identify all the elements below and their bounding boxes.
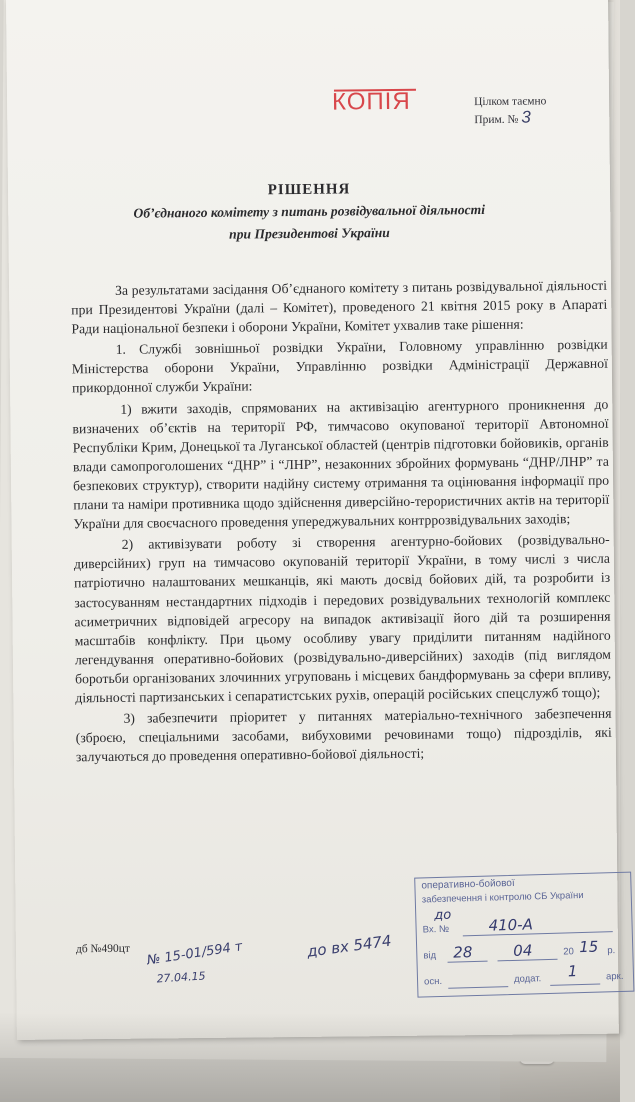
document-page — [6, 0, 624, 1040]
subitem-2: 2) активізувати роботу зі створення агентурно-бойових (розвідувально-диверсійних) груп на тимчасово окупованій території України, в тому числі з числа патріотично налаштованих мешканців, які мають досвід бойових дій, та розробити із застосуванням нестандартних підходів і передових розвідувальних технологій комплекс асиметричних відповідей агресору на випадок активізації його дій та розширення масштабів конфлікту. При цьому особливу увагу приділити питанням надійного легендування оперативно-бойових (розвідувально-диверсійних) заходів (під виглядом боротьби організованих злочинних угруповань і місцевих бандформувань за сфери впливу, діяльності партизанських і сепаратистських рухів, операцій російських спецслужб тощо); — [73, 531, 612, 706]
stamp-dodat-value: 1 — [567, 962, 578, 981]
committee-name: Об’єднаного комітету з питань розвідувальної діяльності — [133, 201, 486, 221]
stamp-vkh-row — [422, 924, 449, 936]
document-title: РІШЕННЯ — [267, 181, 351, 199]
stamp-year-suffix: р. — [607, 945, 616, 957]
stamp-underline-icon — [332, 88, 420, 99]
stamp-ark-label: арк. — [605, 970, 624, 983]
stamp-hand-do: до — [434, 907, 452, 924]
stamp-dodat-label: додат. — [513, 973, 542, 985]
copy-number: 3 — [521, 107, 531, 127]
stamp-osn-row — [424, 976, 442, 987]
handwritten-reg-number: № 15-01/594 т — [145, 939, 244, 969]
stamp-line-1: оперативно-бойової — [421, 877, 515, 892]
stamp-dodat-line — [550, 984, 600, 986]
document-ref: дб №490цт — [75, 942, 130, 956]
stamp-osn-label: осн. — [423, 975, 443, 988]
stamp-year: 15 — [578, 937, 599, 957]
copy-stamp — [332, 88, 420, 117]
classification-label: Цілком таємно — [474, 95, 547, 109]
stamp-year-prefix: 20 — [563, 946, 575, 958]
stamp-osn-line — [448, 986, 508, 989]
handwritten-date: 27.04.15 — [156, 969, 206, 986]
copy-number-label: Прим. № — [474, 113, 519, 127]
subitem-3: 3) забезпечити пріоритет у питаннях матеріально-технічного забезпечення (зброєю, спеціальними засобами, вибуховими речовинами тощо) підрозділів, які залучаються до проведення оперативно-бойової діяльності; — [75, 705, 612, 765]
committee-subtitle: при Президентові України — [229, 224, 390, 242]
stamp-month: 04 — [513, 941, 533, 960]
stamp-vkh-line — [463, 931, 613, 936]
copy-stamp-text: КОПІЯ — [331, 87, 411, 116]
classification-block — [474, 94, 547, 128]
stamp-date-row — [423, 950, 436, 961]
subitem-1: 1) вжити заходів, спрямованих на активізацію агентурного проникнення до визначених об’єктів на території РФ, тимчасово окупованої території Автономної Республіки Крим, Донецької та Луганської областей (центрів підготовки бойовиків, органів влади самопроголошених “ДНР” і “ЛНР”, незаконних збройних формувань “ДНР/ЛНР” та безпекових структур), створити надійну систему отримання та оцінювання інформації про плани та наміри противника щодо здійснення диверсійно-терористичних актів на території України для своєчасного проведення упереджувальних контррозвідувальних заходів; — [72, 396, 610, 532]
intro-paragraph: За результатами засідання Об’єднаного комітету з питань розвідувальної діяльності при Президентові України (далі – Комітет), проведеного 21 квітня 2015 року в Апараті Ради національної безпеки і оборони України, Комітет ухвалив таке рішення: — [71, 277, 608, 337]
handwritten-incoming: до вх 5474 — [305, 931, 393, 961]
stamp-day: 28 — [453, 943, 473, 962]
document-body — [71, 276, 612, 769]
stamp-vkh-label: Вх. № — [422, 923, 450, 936]
stamp-from-label: від — [423, 950, 437, 962]
registration-stamp — [414, 872, 634, 998]
item-1: 1. Службі зовнішньої розвідки України, Головному управлінню розвідки Міністерства оборони України, Управлінню розвідки Адміністрації Державної прикордонної служби України: — [71, 337, 608, 396]
stamp-line-2: забезпечення і контролю СБ України — [421, 889, 584, 906]
photo-shadow — [0, 1012, 620, 1102]
stamp-vkh-value: 410-А — [488, 915, 534, 935]
